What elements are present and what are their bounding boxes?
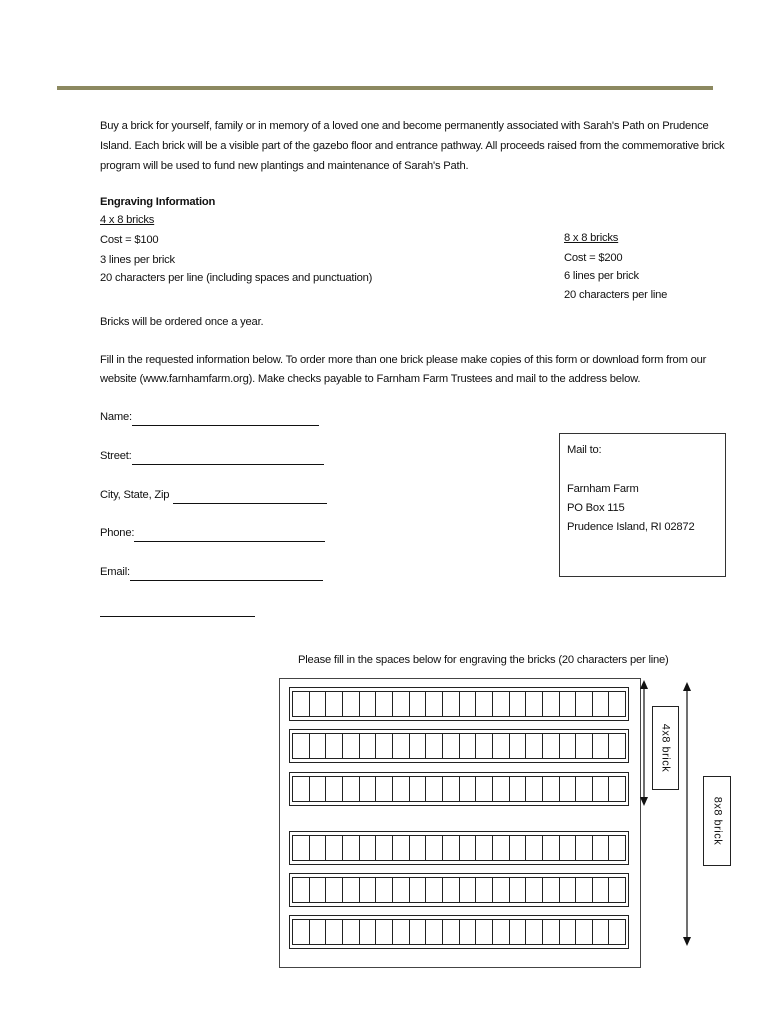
character-box[interactable] (426, 734, 443, 758)
character-box[interactable] (443, 836, 460, 860)
engraving-row-cells (292, 919, 626, 945)
mail-box-number: PO Box 115 (567, 502, 625, 514)
character-box[interactable] (493, 692, 510, 716)
character-box[interactable] (460, 836, 477, 860)
character-box[interactable] (310, 836, 327, 860)
character-box[interactable] (443, 734, 460, 758)
character-box[interactable] (526, 692, 543, 716)
instructions: Fill in the requested information below. To order more than one brick please make copies of this form or download form from our website (www.farnhamfarm.org). Make checks payable to Farnham Farm Trustees and mail to the address below. (100, 354, 707, 385)
large-brick-title: 8 x 8 bricks (564, 232, 619, 244)
character-box[interactable] (543, 878, 560, 902)
character-box[interactable] (543, 692, 560, 716)
character-box[interactable] (410, 878, 427, 902)
character-box[interactable] (426, 836, 443, 860)
large-brick-chars: 20 characters per line (564, 289, 668, 301)
city-line[interactable] (173, 491, 327, 504)
character-box[interactable] (376, 692, 393, 716)
character-box[interactable] (510, 777, 527, 801)
character-box[interactable] (543, 734, 560, 758)
character-box[interactable] (526, 836, 543, 860)
character-box[interactable] (576, 777, 593, 801)
character-box[interactable] (393, 777, 410, 801)
character-box[interactable] (460, 692, 477, 716)
character-box[interactable] (376, 836, 393, 860)
street-label: Street: (100, 450, 132, 462)
character-box[interactable] (526, 920, 543, 944)
engraving-row (289, 915, 629, 949)
character-box[interactable] (410, 692, 427, 716)
character-box[interactable] (593, 836, 610, 860)
character-box[interactable] (443, 777, 460, 801)
mail-to-box (559, 433, 726, 577)
character-box[interactable] (526, 734, 543, 758)
email-line[interactable] (130, 568, 323, 581)
character-box[interactable] (360, 777, 377, 801)
character-box[interactable] (593, 777, 610, 801)
character-box[interactable] (476, 878, 493, 902)
character-box[interactable] (292, 878, 310, 902)
character-box[interactable] (560, 920, 577, 944)
engraving-grid (279, 678, 641, 968)
large-brick-label (703, 776, 731, 866)
character-box[interactable] (326, 692, 343, 716)
character-box[interactable] (560, 836, 577, 860)
character-box[interactable] (310, 692, 327, 716)
character-box[interactable] (343, 734, 360, 758)
engraving-row (289, 831, 629, 865)
character-box[interactable] (543, 920, 560, 944)
character-box[interactable] (292, 692, 310, 716)
engraving-row (289, 772, 629, 806)
character-box[interactable] (343, 878, 360, 902)
name-label: Name: (100, 411, 132, 423)
character-box[interactable] (310, 878, 327, 902)
large-brick-label-text: 8x8 brick (711, 796, 723, 846)
email-label: Email: (100, 566, 130, 578)
character-box[interactable] (393, 836, 410, 860)
character-box[interactable] (476, 734, 493, 758)
character-box[interactable] (576, 878, 593, 902)
character-box[interactable] (609, 734, 626, 758)
grid-caption: Please fill in the spaces below for engraving the bricks (20 characters per line) (298, 654, 669, 666)
mail-label: Mail to: (567, 444, 602, 456)
character-box[interactable] (326, 920, 343, 944)
character-box[interactable] (393, 692, 410, 716)
city-field[interactable] (100, 486, 327, 504)
character-box[interactable] (593, 920, 610, 944)
email-field[interactable] (100, 563, 323, 581)
character-box[interactable] (493, 878, 510, 902)
character-box[interactable] (543, 777, 560, 801)
character-box[interactable] (460, 777, 477, 801)
engraving-row-cells (292, 733, 626, 759)
character-box[interactable] (510, 836, 527, 860)
engraving-row-cells (292, 776, 626, 802)
header-rule (57, 86, 713, 90)
character-box[interactable] (576, 692, 593, 716)
street-line[interactable] (132, 452, 324, 465)
character-box[interactable] (510, 692, 527, 716)
large-brick-info (564, 229, 667, 304)
character-box[interactable] (410, 777, 427, 801)
character-box[interactable] (560, 878, 577, 902)
character-box[interactable] (326, 734, 343, 758)
small-brick-arrow (640, 680, 648, 806)
character-box[interactable] (376, 734, 393, 758)
character-box[interactable] (510, 878, 527, 902)
character-box[interactable] (526, 878, 543, 902)
character-box[interactable] (343, 692, 360, 716)
small-brick-cost: Cost = $100 (100, 234, 159, 246)
intro-paragraph: Buy a brick for yourself, family or in memory of a loved one and become permanently associated with Sarah's Path on Prudence Island. Each brick will be a visible part of the gazebo floor and entrance pathway. All proceeds raised from the commemorative brick program will be used to fund new plantings and maintenance of Sarah's Path. (100, 120, 725, 172)
character-box[interactable] (560, 692, 577, 716)
character-box[interactable] (493, 734, 510, 758)
character-box[interactable] (476, 920, 493, 944)
character-box[interactable] (460, 920, 477, 944)
character-box[interactable] (376, 878, 393, 902)
character-box[interactable] (476, 692, 493, 716)
character-box[interactable] (393, 878, 410, 902)
ordering-note: Bricks will be ordered once a year. (100, 316, 264, 328)
character-box[interactable] (426, 878, 443, 902)
character-box[interactable] (609, 777, 626, 801)
character-box[interactable] (460, 734, 477, 758)
character-box[interactable] (310, 777, 327, 801)
large-brick-arrow (683, 682, 691, 946)
character-box[interactable] (543, 836, 560, 860)
character-box[interactable] (393, 734, 410, 758)
signature-line[interactable] (100, 604, 255, 617)
small-brick-label (652, 706, 679, 790)
character-box[interactable] (593, 734, 610, 758)
character-box[interactable] (609, 836, 626, 860)
large-brick-cost: Cost = $200 (564, 252, 623, 264)
character-box[interactable] (560, 734, 577, 758)
character-box[interactable] (310, 920, 327, 944)
character-box[interactable] (292, 734, 310, 758)
phone-field[interactable] (100, 524, 325, 542)
character-box[interactable] (292, 777, 310, 801)
small-brick-info (100, 211, 372, 287)
character-box[interactable] (360, 836, 377, 860)
character-box[interactable] (593, 692, 610, 716)
character-box[interactable] (326, 836, 343, 860)
engraving-heading: Engraving Information (100, 196, 216, 208)
small-brick-title: 4 x 8 bricks (100, 214, 155, 226)
character-box[interactable] (410, 920, 427, 944)
character-box[interactable] (609, 878, 626, 902)
street-field[interactable] (100, 447, 324, 465)
phone-label: Phone: (100, 527, 135, 539)
character-box[interactable] (443, 878, 460, 902)
character-box[interactable] (560, 777, 577, 801)
small-brick-lines: 3 lines per brick (100, 254, 175, 266)
character-box[interactable] (360, 734, 377, 758)
large-brick-lines: 6 lines per brick (564, 270, 639, 282)
mail-city: Prudence Island, RI 02872 (567, 521, 695, 533)
name-field[interactable] (100, 408, 319, 426)
engraving-row (289, 873, 629, 907)
character-box[interactable] (476, 836, 493, 860)
character-box[interactable] (443, 920, 460, 944)
character-box[interactable] (526, 777, 543, 801)
character-box[interactable] (376, 777, 393, 801)
character-box[interactable] (476, 777, 493, 801)
engraving-row-cells (292, 691, 626, 717)
character-box[interactable] (360, 920, 377, 944)
character-box[interactable] (360, 878, 377, 902)
engraving-row-cells (292, 877, 626, 903)
character-box[interactable] (510, 734, 527, 758)
character-box[interactable] (576, 836, 593, 860)
character-box[interactable] (292, 836, 310, 860)
character-box[interactable] (576, 920, 593, 944)
character-box[interactable] (426, 692, 443, 716)
character-box[interactable] (343, 920, 360, 944)
character-box[interactable] (426, 777, 443, 801)
small-brick-chars: 20 characters per line (including spaces and punctuation) (100, 272, 373, 284)
character-box[interactable] (576, 734, 593, 758)
character-box[interactable] (510, 920, 527, 944)
character-box[interactable] (360, 692, 377, 716)
character-box[interactable] (343, 777, 360, 801)
engraving-row (289, 729, 629, 763)
phone-line[interactable] (134, 529, 325, 542)
small-brick-label-text: 4x8 brick (659, 723, 672, 773)
character-box[interactable] (292, 920, 310, 944)
character-box[interactable] (426, 920, 443, 944)
character-box[interactable] (493, 920, 510, 944)
city-label: City, State, Zip (100, 489, 170, 501)
character-box[interactable] (393, 920, 410, 944)
character-box[interactable] (326, 878, 343, 902)
character-box[interactable] (609, 920, 626, 944)
character-box[interactable] (460, 878, 477, 902)
mail-org: Farnham Farm (567, 483, 639, 495)
engraving-row-cells (292, 835, 626, 861)
character-box[interactable] (493, 836, 510, 860)
character-box[interactable] (443, 692, 460, 716)
character-box[interactable] (326, 777, 343, 801)
character-box[interactable] (410, 734, 427, 758)
character-box[interactable] (493, 777, 510, 801)
character-box[interactable] (376, 920, 393, 944)
character-box[interactable] (609, 692, 626, 716)
character-box[interactable] (593, 878, 610, 902)
engraving-row (289, 687, 629, 721)
character-box[interactable] (410, 836, 427, 860)
character-box[interactable] (310, 734, 327, 758)
name-line[interactable] (132, 413, 319, 426)
character-box[interactable] (343, 836, 360, 860)
